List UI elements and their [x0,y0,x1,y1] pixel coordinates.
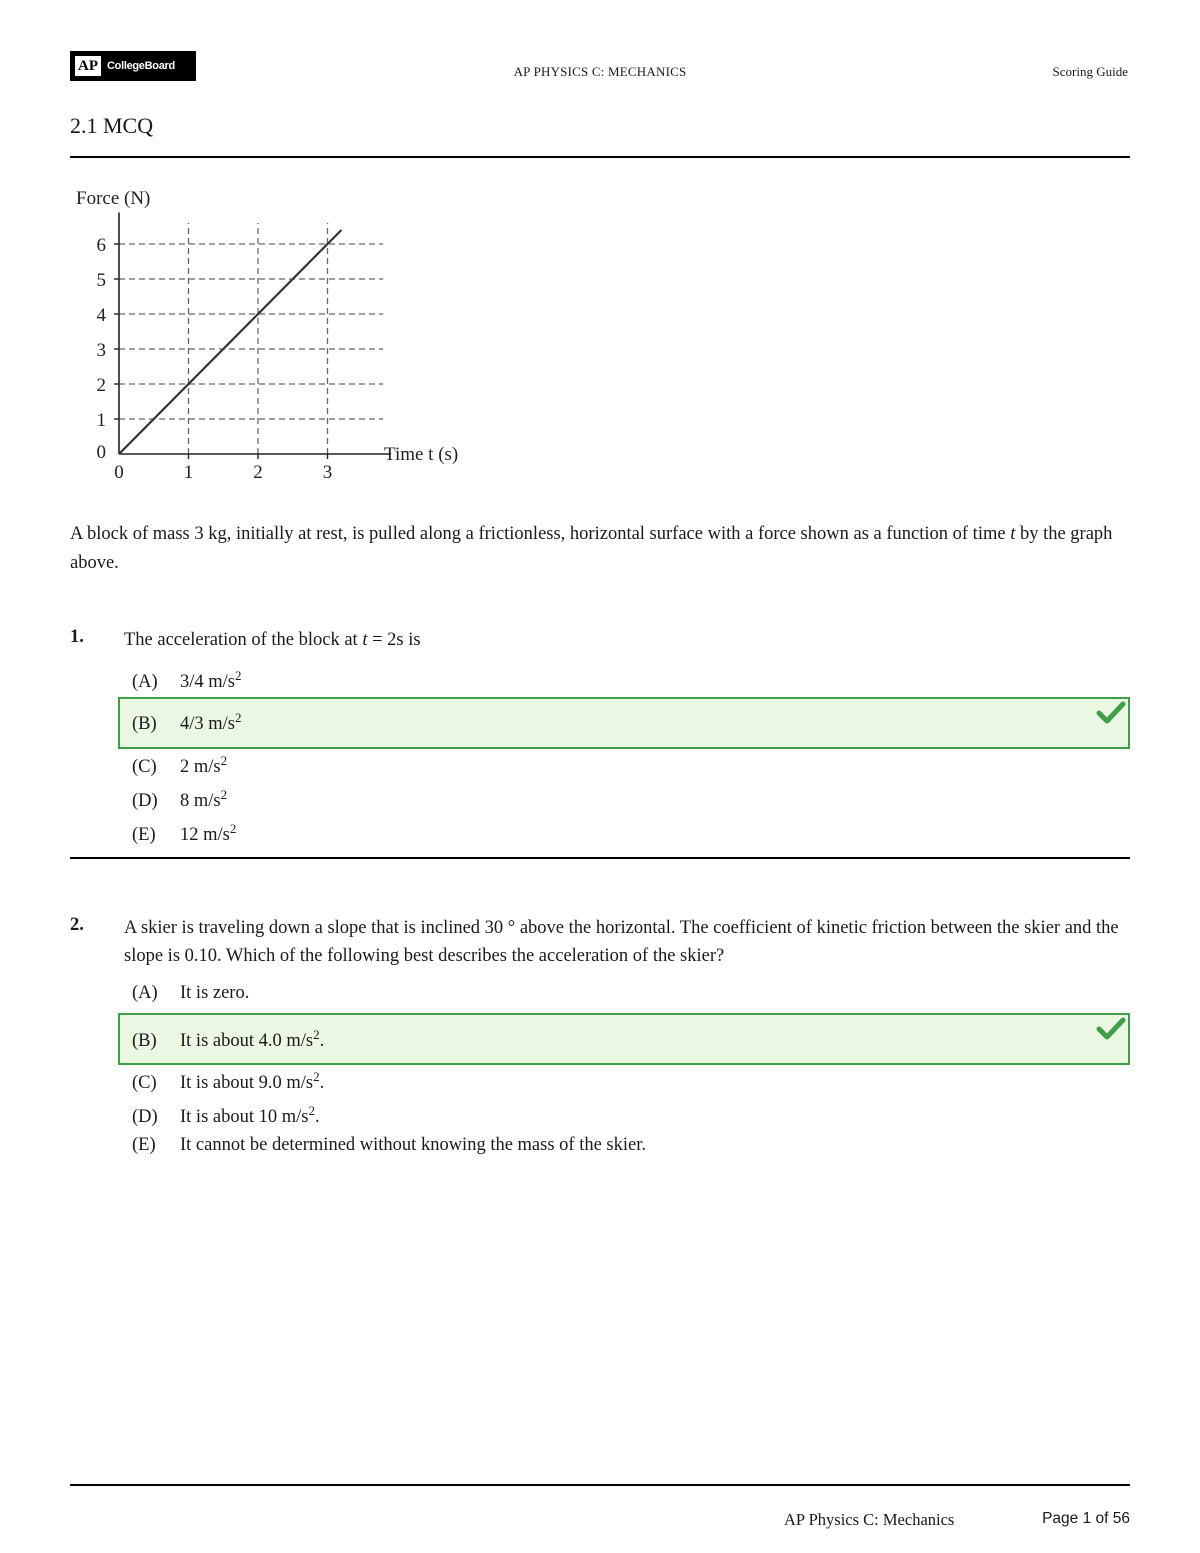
question-1-correct-answer-highlight [118,697,1130,749]
choice-text: 12 m/s [180,825,230,846]
x-tick-label: 0 [114,462,124,483]
choice-letter: (B) [132,1031,157,1052]
question-divider [70,857,1130,859]
x-axis-label: Time t (s) [384,444,459,465]
logo-brand-text: CollegeBoard [107,60,175,72]
choice-letter: (B) [132,714,157,735]
choice-letter: (E) [132,1135,156,1155]
section-divider [70,156,1130,158]
choice-sup: 2 [313,1069,320,1084]
x-tick-label: 1 [183,462,194,483]
choice-text: It cannot be determined without knowing the mass of the skier. [180,1135,646,1155]
choice-letter: (C) [132,757,157,778]
logo-ap-text: AP [75,56,101,76]
y-tick-label: 1 [96,410,106,431]
y-tick-label: 2 [96,375,106,396]
choice-after: . [314,1107,320,1128]
question-1-choice-d[interactable] [132,780,227,810]
choice-letter: (A) [132,672,158,693]
choice-sup: 2 [220,787,228,802]
force-time-graph [70,180,490,490]
header-scoring-guide: Scoring Guide [1052,64,1128,79]
choice-text: It is about 4.0 m/s [180,1031,314,1052]
x-tick-label: 2 [253,462,263,483]
footer-course: AP Physics C: Mechanics [784,1510,955,1529]
choice-sup: 2 [313,1027,320,1042]
footer-divider [70,1484,1130,1486]
y-tick-label: 3 [96,340,106,361]
choice-text: 2 m/s [180,757,221,778]
problem-intro: A block of mass 3 kg, initially at rest, is pulled along a frictionless, horizontal surface with a force shown as a function of time t by the graph above. [70,524,1113,573]
y-tick-label: 6 [96,235,106,256]
footer-page-number: Page 1 of 56 [1042,1510,1130,1527]
checkmark-icon [1096,700,1126,726]
choice-text: 8 m/s [180,791,221,812]
question-1-choice-e[interactable] [132,814,236,844]
question-1-choice-c[interactable] [132,746,227,776]
question-2-choice-d[interactable] [132,1096,320,1126]
choice-letter: (D) [132,1107,158,1128]
question-1-choice-a[interactable] [132,661,242,691]
y-axis-label: Force (N) [76,188,151,209]
question-2-choice-b[interactable] [132,1020,324,1050]
choice-text: It is about 10 m/s [180,1107,309,1128]
y-tick-label: 4 [96,305,106,326]
question-2-choice-a[interactable] [132,978,249,1008]
graph-series [119,230,341,454]
question-1-stem: The acceleration of the block at t = 2s is [124,630,421,650]
checkmark-icon [1096,1016,1126,1042]
graph-grid [119,223,383,454]
choice-text: It is zero. [180,983,250,1003]
choice-letter: (D) [132,791,158,812]
question-2-choice-e[interactable] [132,1130,646,1160]
choice-after: . [319,1031,325,1052]
header-course-title: AP PHYSICS C: MECHANICS [513,64,687,79]
choice-sup: 2 [235,710,242,725]
choice-after: . [319,1073,325,1094]
question-2-choice-c[interactable] [132,1062,324,1092]
choice-text: It is about 9.0 m/s [180,1073,314,1094]
choice-text: 4/3 m/s [180,714,235,735]
y-tick-label: 0 [96,442,106,463]
choice-sup: 2 [229,821,237,836]
question-2-stem: A skier is traveling down a slope that is inclined 30 ° above the horizontal. The coefficient of kinetic friction between the skier and the slope is 0.10. Which of the following best describes the acceleration of the skier? [124,918,1119,966]
graph-axes [114,213,391,460]
choice-letter: (C) [132,1073,157,1094]
choice-sup: 2 [235,668,242,683]
choice-sup: 2 [308,1103,315,1118]
choice-sup: 2 [220,753,228,768]
x-tick-label: 3 [322,462,333,483]
choice-letter: (A) [132,983,158,1003]
series-line-1 [119,230,341,454]
choice-letter: (E) [132,825,156,846]
y-tick-label: 5 [96,270,106,291]
choice-text: 3/4 m/s [180,672,235,693]
question-1-choice-b[interactable] [132,703,242,733]
question-2-number: 2. [70,915,84,935]
question-1-number: 1. [70,627,84,647]
section-title: 2.1 MCQ [70,113,154,138]
